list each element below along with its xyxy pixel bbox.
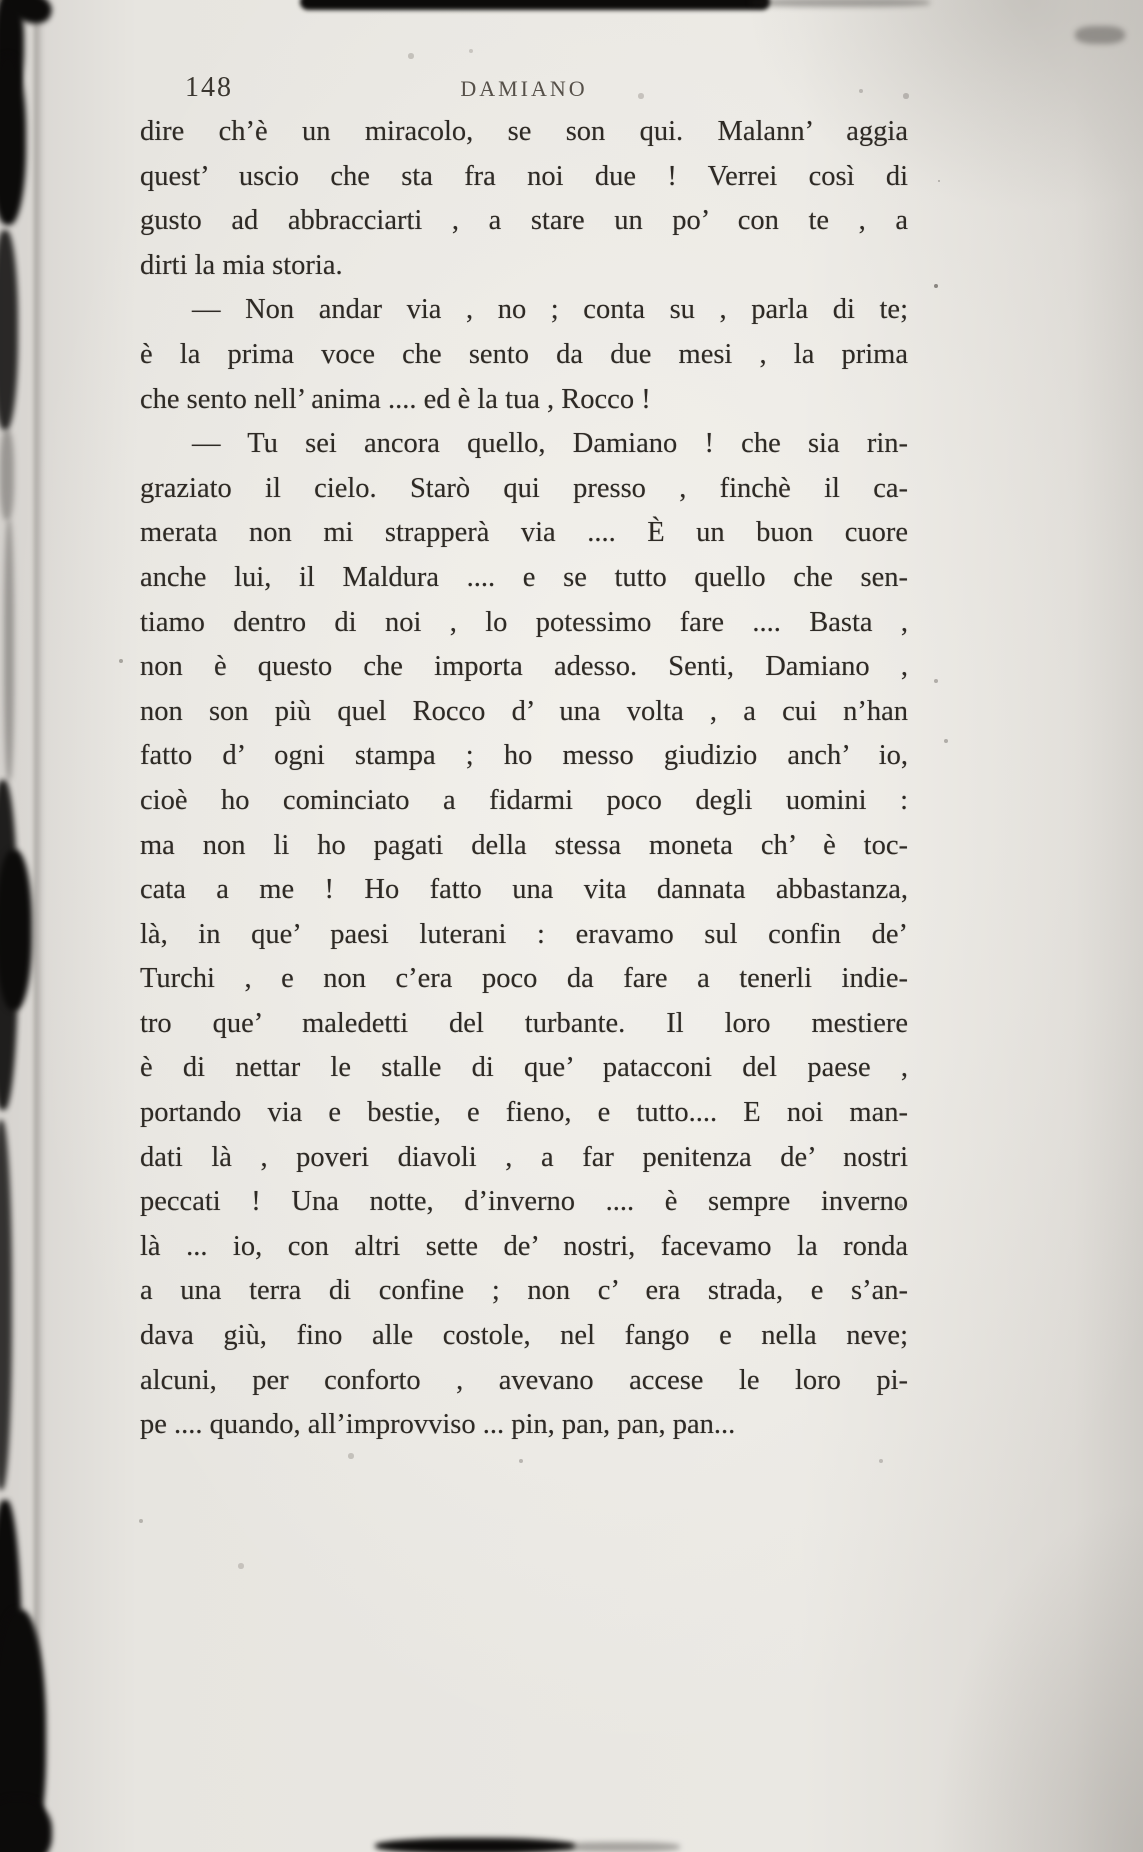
text-line: dava giù, fino alle costole, nel fango e nella neve; (140, 1320, 908, 1352)
running-header: DAMIANO (460, 76, 588, 101)
text-line: là, in que’ paesi luterani : eravamo sul confin de’ (140, 918, 908, 950)
text-line: a una terra di confine ; non c’ era strada, e s’an- (140, 1275, 908, 1307)
text-line: ma non li ho pagati della stessa moneta ch’ è toc- (140, 829, 908, 861)
text-line: gusto ad abbracciarti , a stare un po’ con te , a (140, 205, 908, 237)
bottom-edge-smudge (560, 1842, 680, 1852)
text-line: che sento nell’ anima .... ed è la tua , Rocco ! (140, 383, 651, 415)
text-line: pe .... quando, all’improvviso ... pin, pan, pan, pan... (140, 1409, 736, 1441)
text-line: dati là , poveri diavoli , a far penitenza de’ nostri (140, 1141, 908, 1173)
bottom-edge-smudge (375, 1838, 575, 1852)
page-number: 148 (185, 72, 233, 103)
text-line: portando via e bestie, e fieno, e tutto.... E noi man- (140, 1097, 908, 1129)
text-line: — Non andar via , no ; conta su , parla di te; (192, 294, 908, 326)
text-line: è di nettar le stalle di que’ patacconi del paese , (140, 1052, 908, 1084)
page-header (140, 72, 908, 112)
text-line: è la prima voce che sento da due mesi , la prima (140, 338, 908, 370)
text-line: Turchi , e non c’era poco da fare a tenerli indie- (140, 963, 908, 995)
binding-ink-streak (0, 55, 26, 225)
text-line: cata a me ! Ho fatto una vita dannata abbastanza, (140, 874, 908, 906)
text-line: non è questo che importa adesso. Senti, Damiano , (140, 651, 908, 683)
text-line: quest’ uscio che sta fra noi due ! Verrei così di (140, 160, 908, 192)
top-edge-smudge (300, 0, 770, 10)
binding-ink-streak (0, 850, 32, 1010)
corner-smudge (1075, 26, 1125, 44)
binding-ink-streak (4, 520, 14, 780)
text-line: tiamo dentro di noi , lo potessimo fare .... Basta , (140, 606, 908, 638)
binding-ink-streak (0, 230, 18, 430)
binding-ink-streak (0, 1120, 12, 1490)
text-line: non son più quel Rocco d’ una volta , a cui n’han (140, 695, 908, 727)
binding-ink-streak (0, 430, 14, 520)
binding-crease (34, 0, 44, 1852)
text-line: — Tu sei ancora quello, Damiano ! che sia rin- (192, 428, 908, 460)
top-edge-smudge (750, 0, 930, 7)
text-line: graziato il cielo. Starò qui presso , finchè il ca- (140, 472, 908, 504)
text-line: dirti la mia storia. (140, 249, 343, 281)
text-line: dire ch’è un miracolo, se son qui. Malann’ aggia (140, 116, 908, 147)
text-block (140, 110, 908, 1448)
text-line: tro que’ maledetti del turbante. Il loro mestiere (140, 1007, 908, 1039)
text-line: fatto d’ ogni stampa ; ho messo giudizio anch’ io, (140, 740, 908, 772)
corner-smudge (0, 1798, 52, 1852)
text-line: là ... io, con altri sette de’ nostri, facevamo la ronda (140, 1230, 908, 1262)
text-line: anche lui, il Maldura .... e se tutto quello che sen- (140, 561, 908, 593)
text-line: merata non mi strapperà via .... È un buon cuore (140, 517, 908, 549)
text-line: cioè ho cominciato a fidarmi poco degli uomini : (140, 784, 908, 816)
text-line: peccati ! Una notte, d’inverno .... è sempre inverno (140, 1186, 908, 1218)
scan-noise-specks (0, 0, 2, 2)
text-line: alcuni, per conforto , avevano accese le loro pi- (140, 1364, 908, 1396)
